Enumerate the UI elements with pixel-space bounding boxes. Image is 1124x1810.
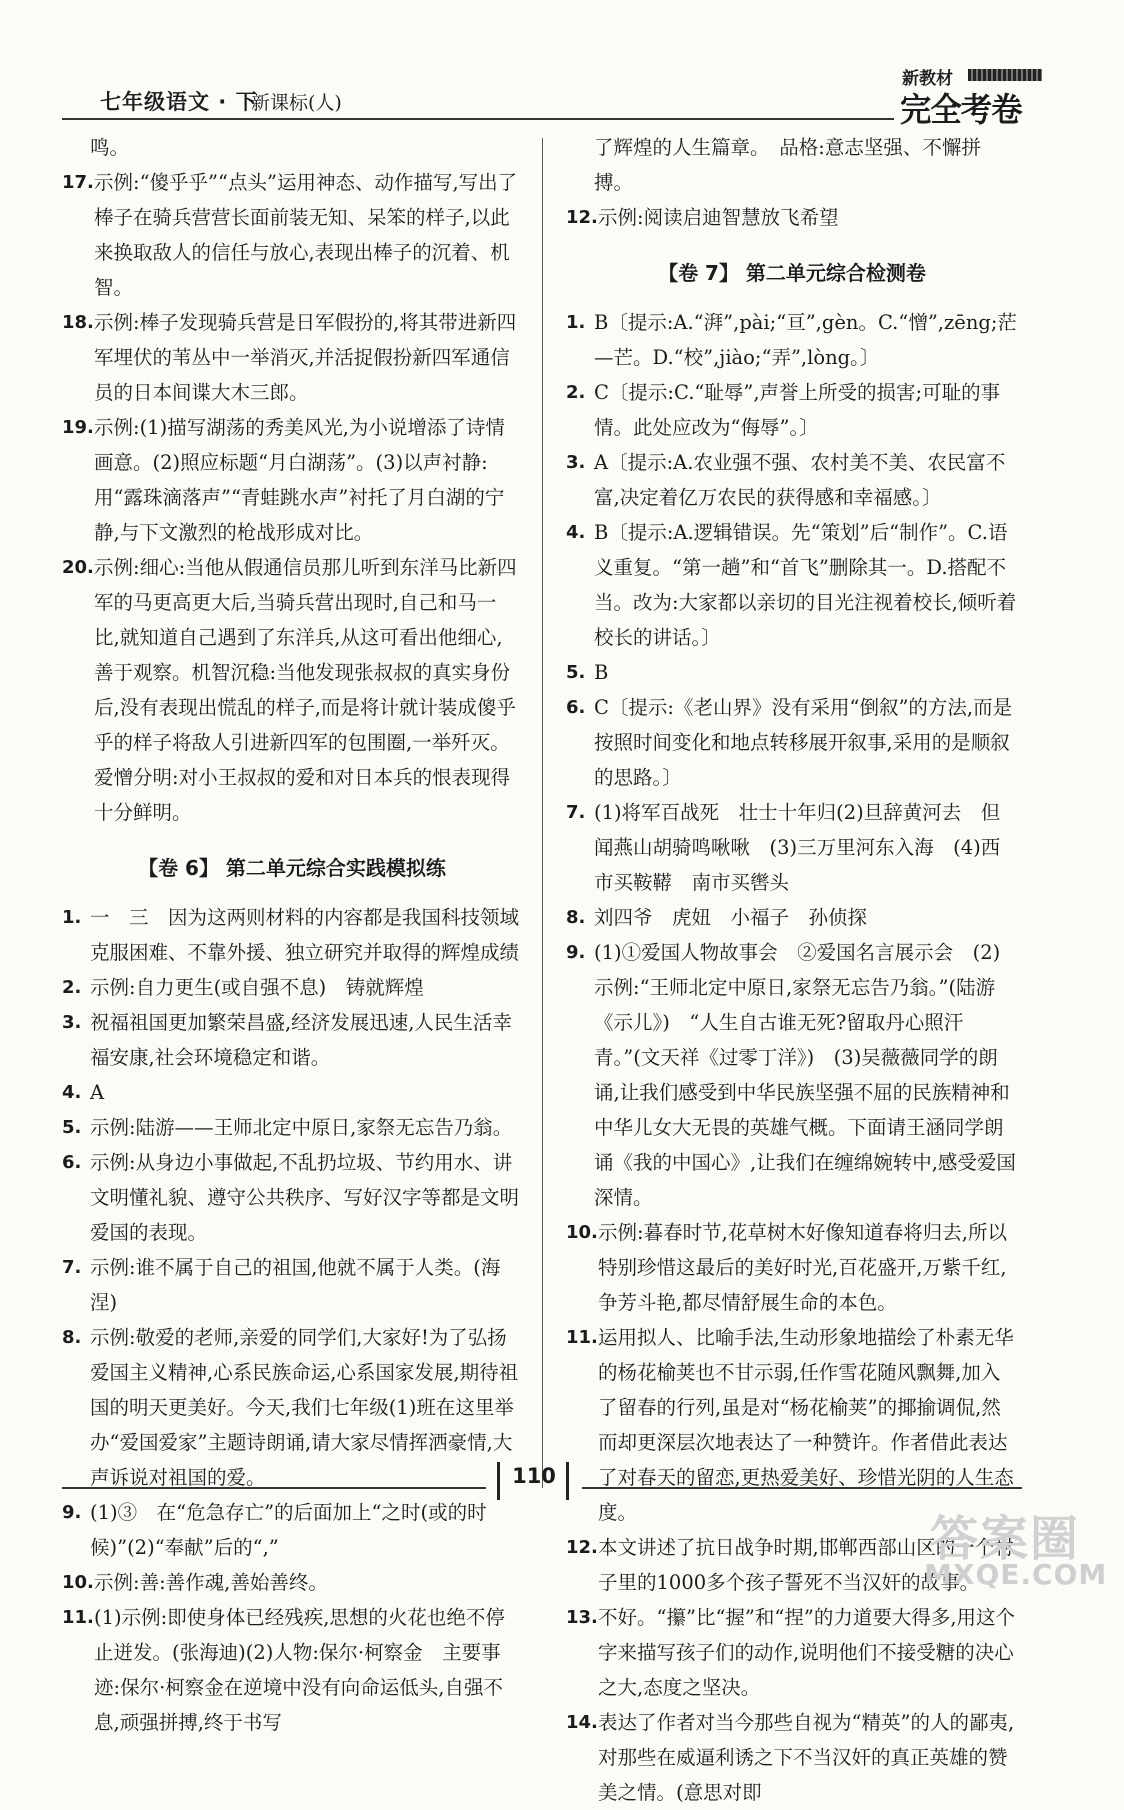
answer-item	[566, 1215, 1018, 1320]
answer-number: 5.	[62, 1117, 82, 1138]
answer-item	[62, 305, 522, 410]
answer-item	[566, 795, 1018, 900]
answer-text: 示例:自力更生(或自强不息) 铸就辉煌	[90, 976, 424, 999]
answer-number: 20.	[62, 557, 94, 578]
continued-text: 鸣。	[90, 136, 130, 159]
page-header	[0, 0, 1124, 130]
watermark-cn: 答案圈	[930, 1511, 1081, 1567]
answer-item	[62, 900, 522, 970]
section-heading-6: 【卷 6】 第二单元综合实践模拟练	[138, 856, 446, 880]
answer-text: 示例:陆游——王师北定中原日,家祭无忘告乃翁。	[90, 1116, 513, 1139]
watermark-logo	[904, 1500, 1114, 1596]
answer-text: C〔提示:C.“耻辱”,声誉上所受的损害;可耻的事情。此处应改为“侮辱”。〕	[594, 381, 1001, 439]
answer-number: 1.	[566, 312, 586, 333]
answer-number: 4.	[566, 522, 586, 543]
answer-item	[566, 655, 1018, 690]
answer-number: 2.	[62, 977, 82, 998]
answer-item	[62, 1145, 522, 1250]
answer-text: (1)①爱国人物故事会 ②爱国名言展示会 (2)示例:“王师北定中原日,家祭无忘告乃翁。”(陆游《示儿》) “人生自古谁无死?留取丹心照汗青。”(文天祥《过零丁洋》) (3)吴薇薇同学的朗诵,让我们感受到中华民族坚强不屈的民族精神和中华儿女大无畏的英雄气概。下面请王涵同学朗诵《我的中国心》,让我们在缠绵婉转中,感受爱国深情。	[594, 941, 1016, 1209]
footer-rule-left	[62, 1487, 486, 1489]
footer-bar-right	[566, 1462, 569, 1500]
answer-number: 7.	[566, 802, 586, 823]
answer-item	[566, 445, 1018, 515]
answer-text: B〔提示:A.逻辑错误。先“策划”后“制作”。C.语义重复。“第一趟”和“首飞”删除其一。D.搭配不当。改为:大家都以亲切的目光注视着校长,倾听着校长的讲话。〕	[594, 521, 1017, 649]
answer-text: 示例:暮春时节,花草树木好像知道春将归去,所以特别珍惜这最后的美好时光,百花盛开,万紫千红,争芳斗艳,都尽情舒展生命的本色。	[598, 1221, 1007, 1314]
answer-item	[566, 515, 1018, 655]
answer-text: 示例:谁不属于自己的祖国,他就不属于人类。(海涅)	[90, 1256, 501, 1314]
answer-text: (1)示例:即使身体已经残疾,思想的火花也绝不停止迸发。(张海迪)(2)人物:保尔·柯察金 主要事迹:保尔·柯察金在逆境中没有向命运低头,自强不息,顽强拼搏,终于书写	[94, 1606, 505, 1734]
answer-number: 12.	[566, 1537, 598, 1558]
answer-item	[62, 1110, 522, 1145]
answer-number: 3.	[62, 1012, 82, 1033]
answer-item	[62, 1075, 522, 1110]
answer-text: 一 三 因为这两则材料的内容都是我国科技领域克服困难、不靠外援、独立研究并取得的辉煌成绩	[90, 906, 520, 964]
left-column	[62, 130, 522, 1740]
answer-text: C〔提示:《老山界》没有采用“倒叙”的方法,而是按照时间变化和地点转移展开叙事,采用的是顺叙的思路。〕	[594, 696, 1013, 789]
header-rule	[62, 118, 894, 120]
answer-number: 3.	[566, 452, 586, 473]
book-title: 七年级语文 · 下	[100, 90, 258, 114]
answer-number: 18.	[62, 312, 94, 333]
answer-number: 19.	[62, 417, 94, 438]
continued-text: 了辉煌的人生篇章。 品格:意志坚强、不懈拼搏。	[594, 136, 981, 194]
answer-text: B	[594, 661, 609, 684]
answer-text: (1)将军百战死 壮士十年归(2)旦辞黄河去 但闻燕山胡骑鸣啾啾 (3)三万里河东入海 (4)西市买鞍鞯 南市买辔头	[594, 801, 1001, 894]
answer-number: 13.	[566, 1607, 598, 1628]
answer-number: 12.	[566, 207, 598, 228]
answer-text: 祝福祖国更加繁荣昌盛,经济发展迅速,人民生活幸福安康,社会环境稳定和谐。	[90, 1011, 512, 1069]
answer-text: 示例:敬爱的老师,亲爱的同学们,大家好!为了弘扬爱国主义精神,心系民族命运,心系国家发展,期待祖国的明天更美好。今天,我们七年级(1)班在这里举办“爱国爱家”主题诗朗诵,请大家尽情挥洒豪情,大声诉说对祖国的爱。	[90, 1326, 519, 1489]
answer-number: 6.	[62, 1152, 82, 1173]
answer-text: (1)③ 在“危急存亡”的后面加上“之时(或的时候)”(2)“奉献”后的“,”	[90, 1501, 487, 1559]
answer-number: 7.	[62, 1257, 82, 1278]
answer-number: 14.	[566, 1712, 598, 1733]
answer-number: 10.	[566, 1222, 598, 1243]
footer-rule-right	[582, 1487, 1022, 1489]
book-edition: 新课标(人)	[251, 92, 342, 114]
answer-item	[62, 1600, 522, 1740]
answer-number: 17.	[62, 172, 94, 193]
answer-item	[62, 165, 522, 305]
answer-number: 9.	[62, 1502, 82, 1523]
answer-number: 1.	[62, 907, 82, 928]
answer-number: 4.	[62, 1082, 82, 1103]
answer-text: 表达了作者对当今那些自视为“精英”的人的鄙夷,对那些在威逼利诱之下不当汉奸的真正英雄的赞美之情。(意思对即	[598, 1711, 1015, 1804]
answer-text: 不好。“攥”比“握”和“捏”的力道要大得多,用这个字来描写孩子们的动作,说明他们不接受糖的决心之大,态度之坚决。	[598, 1606, 1016, 1699]
page-number: 110	[512, 1464, 556, 1488]
answer-text: 示例:从身边小事做起,不乱扔垃圾、节约用水、讲文明懂礼貌、遵守公共秩序、写好汉字等都是文明爱国的表现。	[90, 1151, 520, 1244]
answer-number: 8.	[62, 1327, 82, 1348]
answer-text: 本文讲述了抗日战争时期,邯郸西部山区的一个村子里的1000多个孩子誓死不当汉奸的故事。	[598, 1536, 1014, 1594]
answer-text: A	[90, 1081, 105, 1104]
answer-text: 示例:阅读启迪智慧放飞希望	[598, 206, 839, 229]
brand-bar-graphic	[968, 69, 1042, 81]
answer-item	[566, 1320, 1018, 1530]
footer-bar-left	[497, 1462, 500, 1500]
answer-number: 2.	[566, 382, 586, 403]
brand-logo	[900, 64, 1050, 129]
answer-number: 11.	[566, 1327, 598, 1348]
answer-item	[566, 200, 1018, 235]
brand-top-label: 新教材	[902, 69, 953, 89]
answer-number: 8.	[566, 907, 586, 928]
answer-item	[62, 1495, 522, 1565]
answer-item	[566, 305, 1018, 375]
answer-text: 示例:善:善作魂,善始善终。	[94, 1571, 328, 1594]
answer-number: 6.	[566, 697, 586, 718]
answer-number: 9.	[566, 942, 586, 963]
answer-item	[62, 1005, 522, 1075]
answer-item	[62, 550, 522, 830]
answer-number: 11.	[62, 1607, 94, 1628]
answer-item	[566, 1705, 1018, 1810]
answer-text: 示例:“傻乎乎”“点头”运用神态、动作描写,写出了棒子在骑兵营营长面前装无知、呆笨的样子,以此来换取敌人的信任与放心,表现出棒子的沉着、机智。	[94, 171, 518, 299]
answer-text: 示例:(1)描写湖荡的秀美风光,为小说增添了诗情画意。(2)照应标题“月白湖荡”。(3)以声衬静:用“露珠滴落声”“青蛙跳水声”衬托了月白湖的宁静,与下文激烈的枪战形成对比。	[94, 416, 505, 544]
answer-text: A〔提示:A.农业强不强、农村美不美、农民富不富,决定着亿万农民的获得感和幸福感。〕	[594, 451, 1006, 509]
answer-item	[62, 410, 522, 550]
watermark-en: MXQE.COM	[924, 1558, 1108, 1591]
answer-item	[566, 900, 1018, 935]
answer-number: 10.	[62, 1572, 94, 1593]
answer-item	[62, 1565, 522, 1600]
answer-text: 示例:细心:当他从假通信员那儿听到东洋马比新四军的马更高更大后,当骑兵营出现时,自己和马一比,就知道自己遇到了东洋兵,从这可看出他细心,善于观察。机智沉稳:当他发现张叔叔的真实身份后,没有表现出慌乱的样子,而是将计就计装成傻乎乎的样子将敌人引进新四军的包围圈,一举歼灭。爱憎分明:对小王叔叔的爱和对日本兵的恨表现得十分鲜明。	[94, 556, 517, 824]
brand-main-label: 完全考卷	[900, 90, 1022, 129]
column-divider	[542, 138, 543, 1488]
answer-item	[62, 970, 522, 1005]
answer-item	[566, 375, 1018, 445]
answer-text: B〔提示:A.“湃”,pài;“亘”,gèn。C.“憎”,zēng;茫—芒。D.“校”,jiào;“弄”,lòng。〕	[594, 311, 1017, 369]
answer-item	[566, 935, 1018, 1215]
answer-item	[566, 690, 1018, 795]
answer-text: 运用拟人、比喻手法,生动形象地描绘了朴素无华的杨花榆荚也不甘示弱,任作雪花随风飘舞,加入了留春的行列,虽是对“杨花榆荚”的揶揄调侃,然而却更深层次地表达了一种赞许。作者借此表达了对春天的留恋,更热爱美好、珍惜光阴的人生态度。	[598, 1326, 1014, 1524]
answer-text: 刘四爷 虎妞 小福子 孙侦探	[594, 906, 868, 929]
section-heading-7: 【卷 7】 第二单元综合检测卷	[658, 261, 926, 285]
answer-text: 示例:棒子发现骑兵营是日军假扮的,将其带进新四军埋伏的苇丛中一举消灭,并活捉假扮新四军通信员的日本间谍大木三郎。	[94, 311, 517, 404]
answer-item	[62, 1320, 522, 1495]
answer-number: 5.	[566, 662, 586, 683]
answer-item	[62, 1250, 522, 1320]
answer-item	[566, 1600, 1018, 1705]
